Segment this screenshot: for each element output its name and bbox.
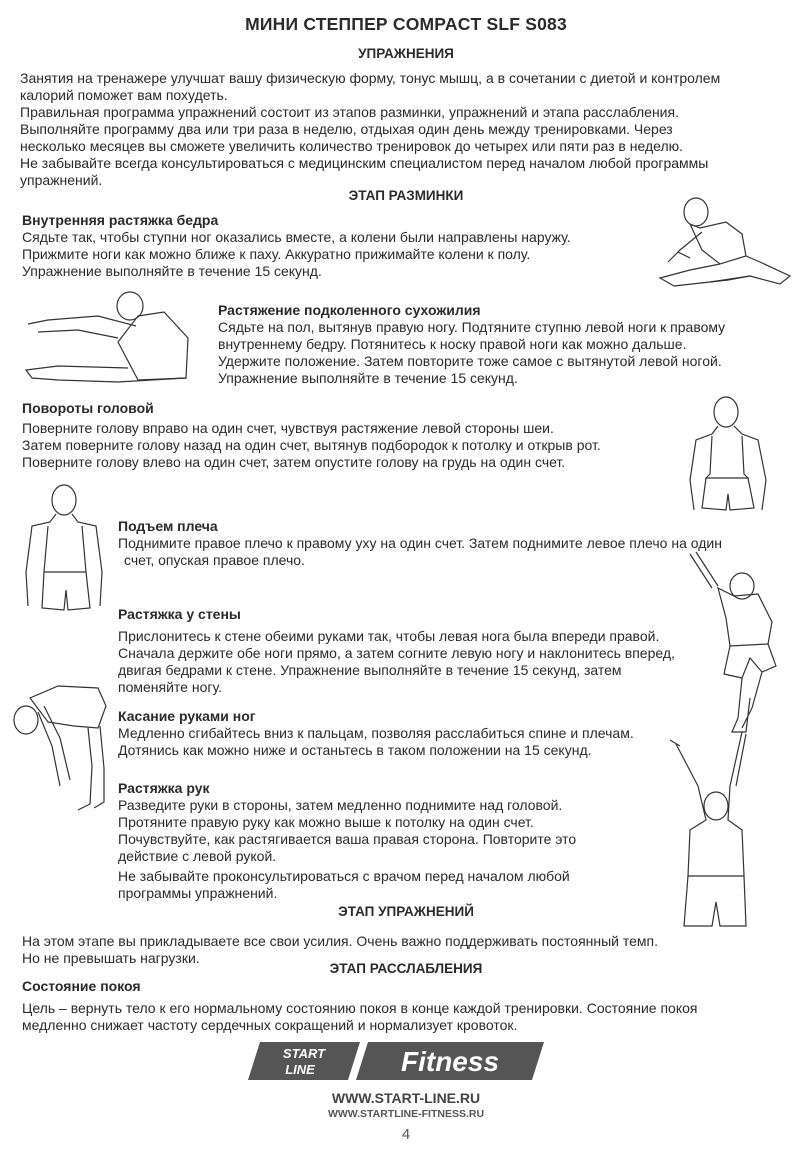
text-line: Дотянись как можно ниже и останьтесь в таком положении на 15 секунд. bbox=[118, 742, 592, 758]
text-line: Протяните правую руку как можно выше к потолку на один счет. bbox=[118, 814, 534, 830]
intro-line: Выполняйте программу два или три раза в неделю, отдыхая один день между тренировками. Через bbox=[20, 121, 673, 137]
text-line: Не забывайте проконсультироваться с врачом перед началом любой bbox=[118, 868, 570, 884]
text-line: Упражнение выполняйте в течение 15 секунд. bbox=[22, 263, 322, 279]
text-line: Почувствуйте, как растягивается ваша правая сторона. Повторите это bbox=[118, 831, 577, 847]
toe-touch-text bbox=[118, 725, 673, 759]
shoulder-lift-title: Подъем плеча bbox=[118, 518, 218, 534]
figure-shoulder-lift bbox=[16, 480, 116, 630]
website-url-secondary[interactable]: WWW.STARTLINE-FITNESS.RU bbox=[327, 1108, 485, 1120]
fitness-logo bbox=[356, 1040, 544, 1087]
arm-stretch-title: Растяжка рук bbox=[118, 780, 210, 796]
head-turns-title: Повороты головой bbox=[22, 400, 154, 416]
page-number: 4 bbox=[401, 1126, 411, 1143]
text-line: Сначала держите обе ноги прямо, а затем согните левую ногу и наклонитесь вперед, bbox=[118, 645, 675, 661]
text-line: счет, опуская правое плечо. bbox=[124, 552, 305, 568]
text-line: Поверните голову вправо на один счет, чувствуя растяжение левой стороны шеи. bbox=[22, 420, 554, 436]
text-line: Цель – вернуть тело к его нормальному состоянию покоя в конце каждой тренировки. Состояние покоя bbox=[22, 1000, 698, 1016]
text-line: На этом этапе вы прикладываете все свои усилия. Очень важно поддерживать постоянный темп. bbox=[22, 933, 659, 949]
rest-text bbox=[22, 1000, 802, 1034]
text-line: поменяйте ногу. bbox=[118, 679, 222, 695]
intro-paragraph bbox=[20, 70, 800, 189]
hamstring-title: Растяжение подколенного сухожилия bbox=[218, 302, 481, 318]
arm-stretch-text bbox=[118, 797, 638, 865]
text-line: Поднимите правое плечо к правому уху на один счет. Затем поднимите левое плечо на один bbox=[118, 535, 722, 551]
intro-line: упражнений. bbox=[20, 172, 103, 188]
wall-stretch-title: Растяжка у стены bbox=[118, 606, 241, 622]
logo-start-text: START bbox=[282, 1046, 326, 1061]
text-line: Упражнение выполняйте в течение 15 секунд. bbox=[218, 370, 518, 386]
text-line: Удержите положение. Затем повторите тоже самое с вытянутой левой ногой. bbox=[218, 353, 722, 369]
figure-toe-touch bbox=[8, 676, 118, 816]
text-line: Прислонитесь к стене обеими руками так, чтобы левая нога была впереди правой. bbox=[118, 628, 660, 644]
rest-title: Состояние покоя bbox=[22, 978, 141, 994]
arm-stretch-note bbox=[118, 868, 638, 902]
text-line: Сядьте на пол, вытянув правую ногу. Подтяните ступню левой ноги к правому bbox=[218, 319, 726, 335]
text-line: Сядьте так, чтобы ступни ног оказались вместе, а колени были направлены наружу. bbox=[22, 229, 571, 245]
intro-line: Правильная программа упражнений состоит из этапов разминки, упражнений и этапа расслабления. bbox=[20, 104, 679, 120]
logo-fitness-text: Fitness bbox=[400, 1046, 500, 1077]
intro-line: несколько месяцев вы сможете увеличить количество тренировок до четырех или пяти раз в неделю. bbox=[20, 138, 683, 154]
text-line: Прижмите ноги как можно ближе к паху. Аккуратно прижимайте колени к полу. bbox=[22, 246, 531, 262]
text-line: Но не превышать нагрузки. bbox=[22, 950, 200, 966]
hamstring-text bbox=[218, 319, 808, 387]
section-heading-exercises: УПРАЖНЕНИЯ bbox=[358, 46, 454, 61]
section-heading-warmup: ЭТАП РАЗМИНКИ bbox=[348, 188, 464, 203]
logo-line-text: LINE bbox=[285, 1062, 315, 1077]
inner-thigh-text bbox=[22, 229, 662, 280]
text-line: Поверните голову влево на один счет, затем опустите голову на грудь на один счет. bbox=[22, 454, 566, 470]
text-line: внутреннему бедру. Потянитесь к носку правой ноги как можно дальше. bbox=[218, 336, 687, 352]
figure-wall-stretch bbox=[672, 548, 792, 738]
figure-seated-butterfly bbox=[650, 192, 800, 296]
text-line: действие с левой рукой. bbox=[118, 848, 277, 864]
text-line: Разведите руки в стороны, затем медленно поднимите над головой. bbox=[118, 797, 563, 813]
text-line: двигая бедрами к стене. Упражнение выполняйте в течение 15 секунд, затем bbox=[118, 662, 622, 678]
text-line: Затем поверните голову назад на один счет, вытянув подбородок к потолку и открыв рот. bbox=[22, 437, 601, 453]
toe-touch-title: Касание руками ног bbox=[118, 708, 256, 724]
wall-stretch-text bbox=[118, 628, 738, 696]
figure-seated-hamstring bbox=[18, 282, 218, 392]
head-turns-text bbox=[22, 420, 702, 471]
inner-thigh-title: Внутренняя растяжка бедра bbox=[22, 212, 219, 228]
website-url-main[interactable]: WWW.START-LINE.RU bbox=[331, 1090, 481, 1106]
intro-line: Занятия на тренажере улучшат вашу физическую форму, тонус мышц, а в сочетании с диетой и контролем bbox=[20, 70, 721, 86]
start-line-logo bbox=[248, 1040, 360, 1087]
document-title: МИНИ СТЕППЕР COMPACT SLF S083 bbox=[245, 14, 567, 34]
figure-head-turn bbox=[682, 390, 774, 530]
text-line: программы упражнений. bbox=[118, 885, 278, 901]
text-line: медленно снижает частоту сердечных сокращений и нормализует кровоток. bbox=[22, 1017, 518, 1033]
section-heading-cooldown: ЭТАП РАССЛАБЛЕНИЯ bbox=[329, 961, 483, 976]
intro-line: Не забывайте всегда консультироваться с медицинским специалистом перед началом любой программы bbox=[20, 155, 709, 171]
text-line: Медленно сгибайтесь вниз к пальцам, позволяя расслабиться спине и плечам. bbox=[118, 725, 634, 741]
section-heading-workout: ЭТАП УПРАЖНЕНИЙ bbox=[338, 904, 474, 919]
intro-line: калорий поможет вам похудеть. bbox=[20, 87, 228, 103]
